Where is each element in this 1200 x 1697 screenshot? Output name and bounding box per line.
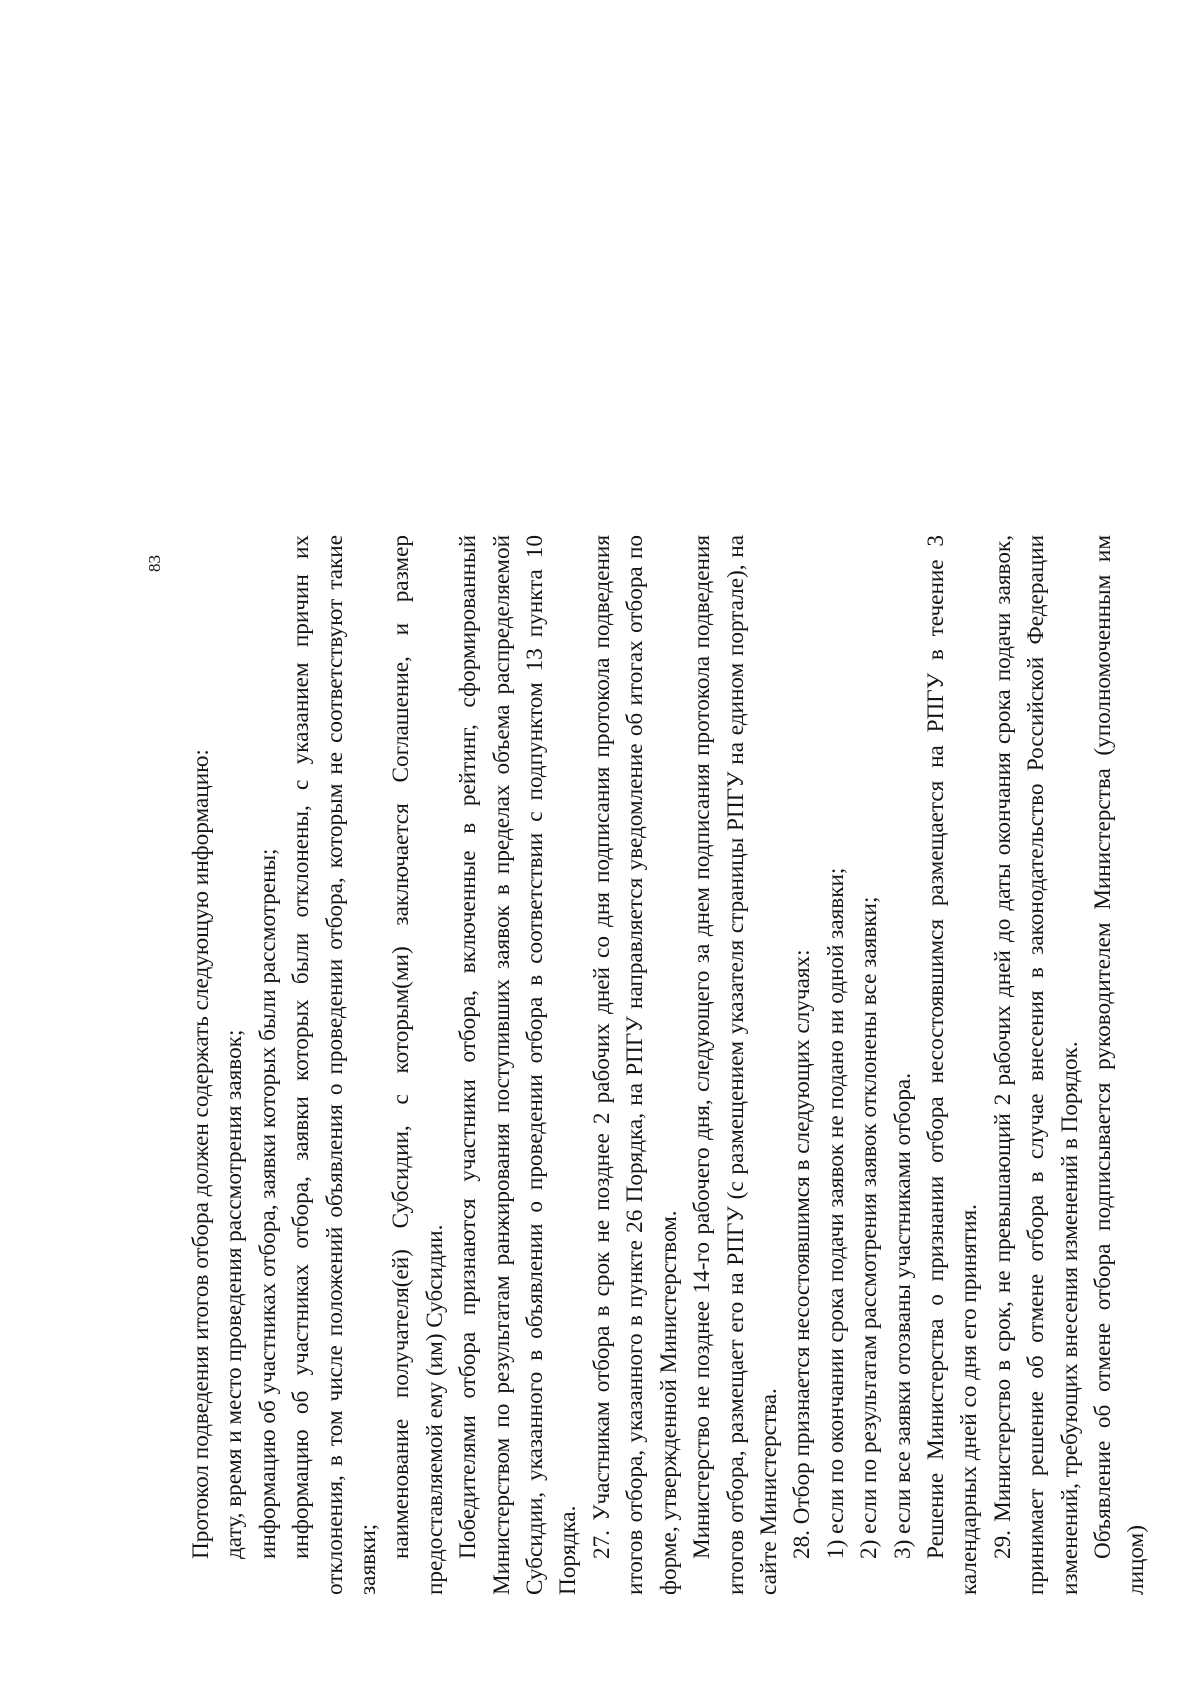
paragraph: информацию об участниках отбора, заявки которых были рассмотрены;: [254, 848, 281, 1559]
paragraph: Протокол подведения итогов отбора должен содержать следующую информацию:: [188, 749, 214, 1559]
body-text: [185, 535, 1154, 1595]
paragraph: наименование получателя(ей) Субсидии, с которым(ми) заключается Соглашение, и размер предоставляемой ему (им) Субсидии.: [388, 535, 448, 1595]
paragraph: 3) если все заявки отозваны участниками отбора.: [889, 1072, 916, 1559]
rotated-text-block: [125, 535, 1150, 1595]
paragraph: 28. Отбор признается несостоявшимся в следующих случаях:: [789, 949, 816, 1559]
paragraph: 27. Участникам отбора в срок не позднее 2 рабочих дней со дня подписания протокола подведения итогов отбора, указанного в пункте 26 Порядка, на РПГУ направляется уведомление об итогах отбора по форме, утвержденной Министерством.: [588, 535, 682, 1595]
paragraph: информацию об участниках отбора, заявки которых были отклонены, с указанием причин их отклонения, в том числе положений объявления о проведении отбора, которым не соответствуют такие заявки;: [288, 535, 382, 1595]
paragraph: Министерство не позднее 14-го рабочего дня, следующего за днем подписания протокола подведения итогов отбора, размещает его на РПГУ (с размещением указателя страницы РПГУ на едином портале), на сайте Министерства.: [689, 535, 782, 1595]
paragraph: Победителями отбора признаются участники отбора, включенные в рейтинг, сформированный Министерством по результатам ранжирования поступивших заявок в пределах объема распределяемой Субсидии, указанного в объявлении о проведении отбора в соответствии с подпунктом 13 пункта 10 Порядка.: [455, 535, 582, 1595]
paragraph: 1) если по окончании срока подачи заявок не подано ни одной заявки;: [822, 867, 849, 1559]
paragraph: Объявление об отмене отбора подписывается руководителем Министерства (уполномоченным им лицом): [1089, 535, 1150, 1595]
paragraph: 29. Министерство в срок, не превышающий 2 рабочих дней до даты окончания срока подачи заявок, принимает решение об отмене отбора в случае внесения в законодательство Российской Федерации изменений, требующих внесения изменений в Порядок.: [989, 535, 1083, 1595]
paragraph: дату, время и место проведения рассмотрения заявок;: [221, 1029, 248, 1559]
paragraph: Решение Министерства о признании отбора несостоявшимся размещается на РПГУ в течение 3 календарных дней со дня его принятия.: [922, 535, 983, 1595]
paragraph: 2) если по результатам рассмотрения заявок отклонены все заявки;: [856, 896, 883, 1559]
page-number: 83: [145, 555, 164, 572]
